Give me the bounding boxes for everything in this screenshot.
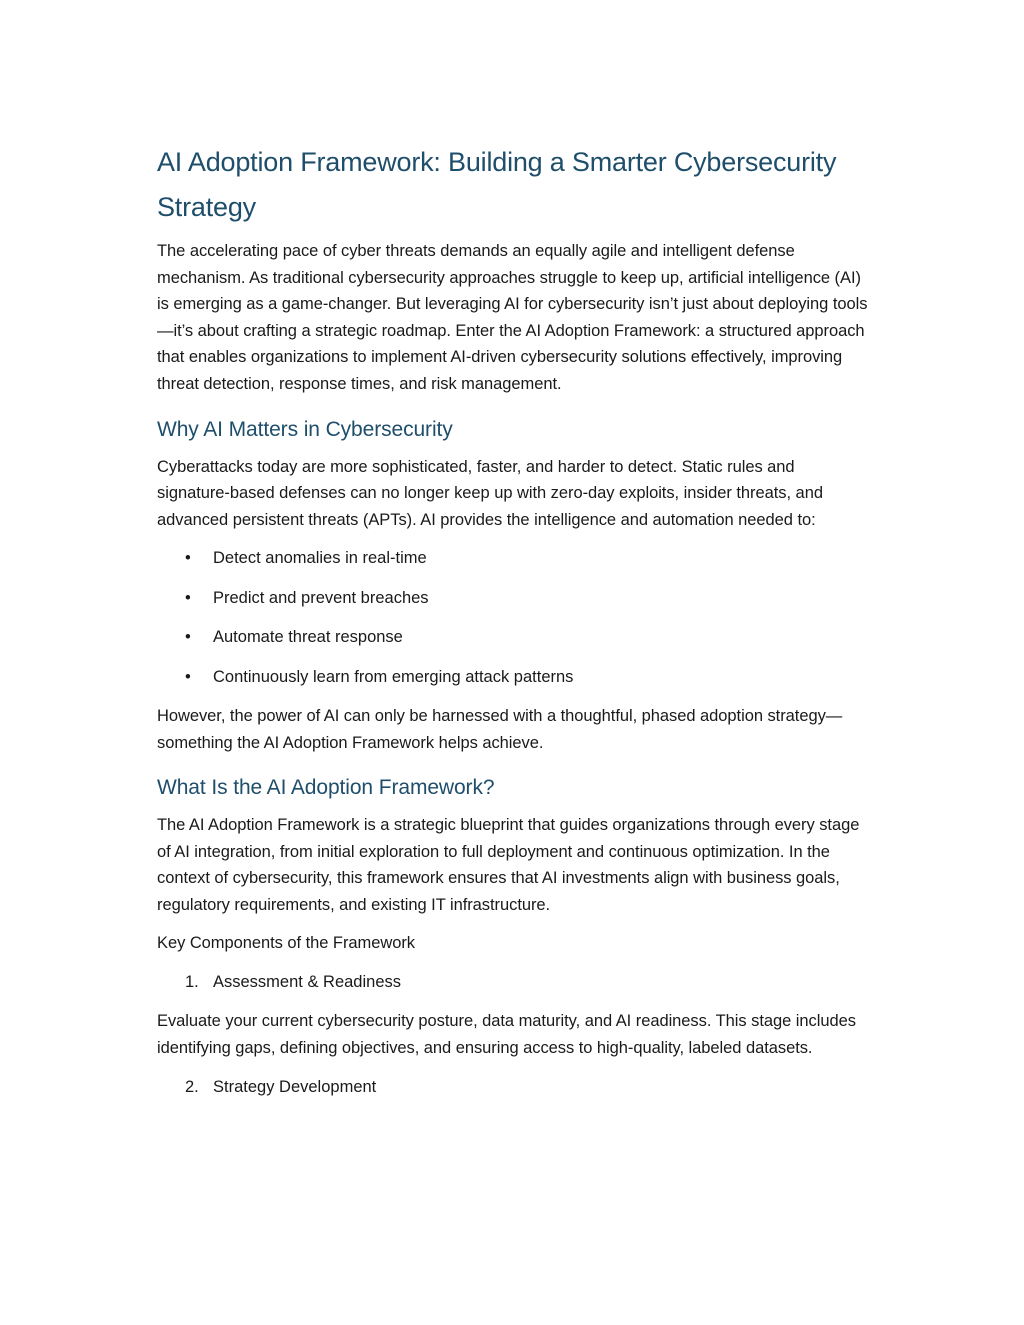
section-heading-what-is: What Is the AI Adoption Framework? — [157, 776, 495, 800]
list-item — [157, 545, 869, 572]
section-heading-why-ai: Why AI Matters in Cybersecurity — [157, 417, 453, 441]
bullet-icon: • — [185, 549, 191, 568]
list-item — [157, 664, 869, 691]
step-number: 1. — [185, 973, 199, 992]
document-page — [157, 140, 869, 1113]
list-item-text: Continuously learn from emerging attack patterns — [213, 667, 574, 686]
step1-description: Evaluate your current cybersecurity posture, data maturity, and AI readiness. This stage includes identifying gaps, defining objectives, and ensuring access to high-quality, labeled datasets. — [157, 1012, 856, 1058]
step-number: 2. — [185, 1077, 199, 1096]
step-label: Assessment & Readiness — [213, 973, 402, 992]
page-title: AI Adoption Framework: Building a Smarter Cybersecurity Strategy — [157, 147, 837, 222]
list-item-text: Predict and prevent breaches — [213, 588, 429, 607]
what-is-paragraph: The AI Adoption Framework is a strategic blueprint that guides organizations through every stage of AI integration, from initial exploration to full deployment and continuous optimization. In the context of cybersecurity, this framework ensures that AI investments align with business goals, regulatory requirements, and existing IT infrastructure. — [157, 816, 860, 914]
components-label: Key Components of the Framework — [157, 934, 415, 953]
list-item-text: Automate threat response — [213, 628, 403, 647]
why-ai-paragraph: Cyberattacks today are more sophisticated, faster, and harder to detect. Static rules and signature-based defenses can no longer keep up with zero-day exploits, insider threats, and advanced persistent threats (APTs). AI provides the intelligence and automation needed to: — [157, 457, 823, 529]
step-label: Strategy Development — [213, 1077, 377, 1096]
bullet-icon: • — [185, 667, 191, 686]
why-ai-closing-paragraph: However, the power of AI can only be harnessed with a thoughtful, phased adoption strategy—something the AI Adoption Framework helps achieve. — [157, 706, 843, 752]
bullet-icon: • — [185, 628, 191, 647]
list-item — [157, 585, 869, 612]
steps-list-2 — [157, 1074, 869, 1101]
bullet-icon: • — [185, 588, 191, 607]
intro-paragraph: The accelerating pace of cyber threats demands an equally agile and intelligent defense mechanism. As traditional cybersecurity approaches struggle to keep up, artificial intelligence (AI) is emerging as a game-changer. But leveraging AI for cybersecurity isn’t just about deploying tools—it’s about crafting a strategic roadmap. Enter the AI Adoption Framework: a structured approach that enables organizations to implement AI-driven cybersecurity solutions effectively, improving threat detection, response times, and risk management. — [157, 242, 868, 393]
list-item — [157, 1074, 869, 1101]
benefits-list — [157, 545, 869, 690]
list-item — [157, 624, 869, 651]
steps-list-1 — [157, 969, 869, 996]
list-item-text: Detect anomalies in real-time — [213, 549, 427, 568]
list-item — [157, 969, 869, 996]
